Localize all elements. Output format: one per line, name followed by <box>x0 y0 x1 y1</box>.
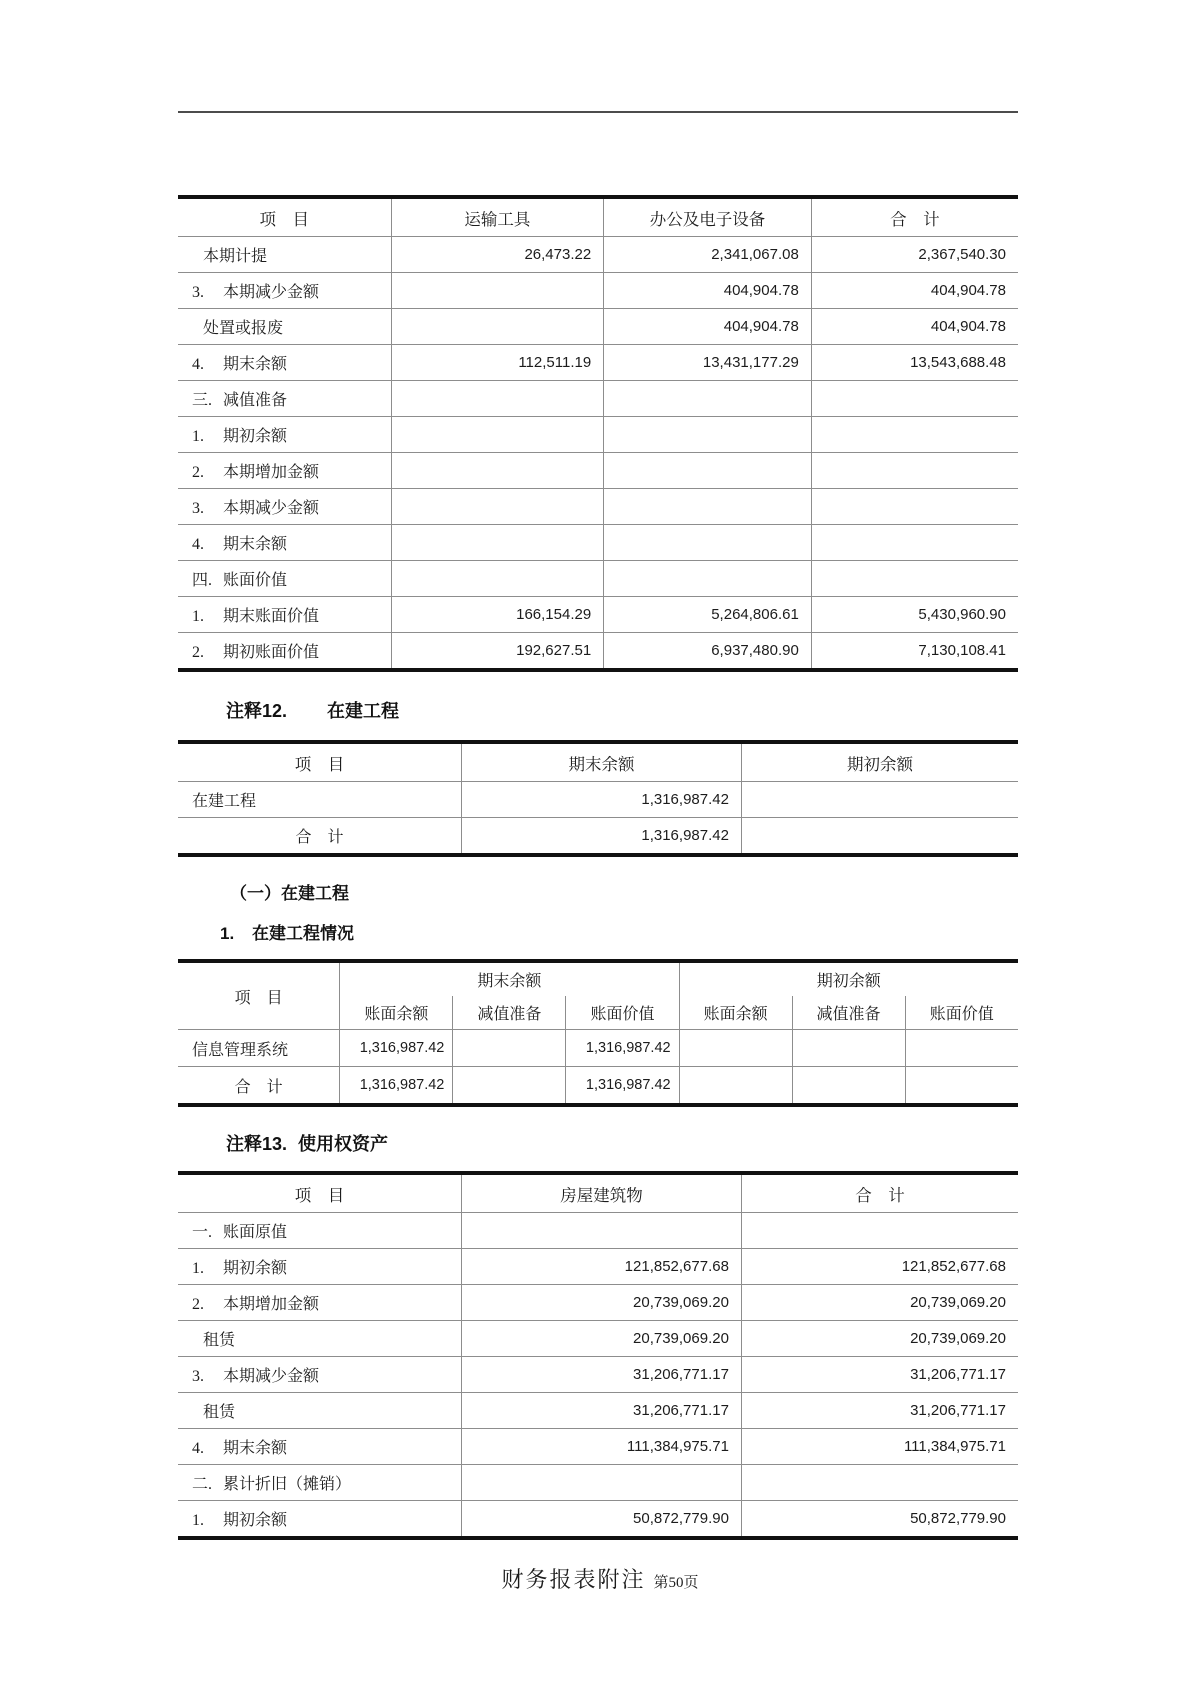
table-row <box>178 237 1018 273</box>
table-row <box>178 1321 1018 1357</box>
row-label <box>178 453 391 489</box>
note13-title: 使用权资产 <box>298 1134 389 1154</box>
row-label-text: 本期增加金额 <box>223 464 320 481</box>
cell-value: 20,739,069.20 <box>741 1285 1018 1321</box>
row-label-text: 本期减少金额 <box>223 500 320 517</box>
table-row <box>178 417 1018 453</box>
column-header: 期初余额 <box>679 961 1018 996</box>
table-row <box>178 1357 1018 1393</box>
row-number: 四. <box>192 572 213 589</box>
cell-value <box>741 1213 1018 1249</box>
rou-assets-table <box>178 1171 1018 1540</box>
page-footer <box>0 1563 1200 1594</box>
row-label <box>178 1249 462 1285</box>
row-number: 二. <box>192 1476 213 1493</box>
note12-heading <box>178 698 1018 724</box>
cell-value <box>811 381 1018 417</box>
row-number: 一. <box>192 1224 213 1241</box>
row-label-text: 合 计 <box>295 829 344 846</box>
column-subheader: 账面余额 <box>679 996 792 1030</box>
row-label-text: 合 计 <box>234 1078 283 1096</box>
cell-value <box>391 561 604 597</box>
row-label <box>178 489 391 525</box>
cell-value: 1,316,987.42 <box>340 1030 453 1067</box>
row-label-text: 期初账面价值 <box>223 644 320 661</box>
cell-value <box>391 417 604 453</box>
column-header: 合 计 <box>741 1173 1018 1213</box>
cell-value <box>604 417 812 453</box>
row-label <box>178 1465 462 1501</box>
row-label-text: 期末余额 <box>223 1440 288 1457</box>
cell-value: 404,904.78 <box>811 273 1018 309</box>
footer-page-number: 第50页 <box>653 1575 699 1591</box>
cell-value: 20,739,069.20 <box>462 1285 742 1321</box>
column-subheader: 账面余额 <box>340 996 453 1030</box>
cell-value <box>604 525 812 561</box>
column-header: 运输工具 <box>391 197 604 237</box>
cell-value: 166,154.29 <box>391 597 604 633</box>
page-header-rule <box>178 111 1018 113</box>
table-row <box>178 633 1018 671</box>
note12-number: 注释12. <box>226 701 288 721</box>
row-number: 3. <box>192 284 204 301</box>
row-label <box>178 417 391 453</box>
note13-heading <box>178 1131 1018 1157</box>
cell-value <box>679 1067 792 1106</box>
cell-value: 404,904.78 <box>604 309 812 345</box>
table-row <box>178 273 1018 309</box>
cell-value: 13,431,177.29 <box>604 345 812 381</box>
column-subheader: 减值准备 <box>453 996 566 1030</box>
row-label-text: 在建工程 <box>192 793 257 810</box>
cell-value <box>391 489 604 525</box>
column-header: 期末余额 <box>340 961 679 996</box>
row-label-text: 租赁 <box>203 1404 236 1421</box>
cip-section-title: （一）在建工程 <box>230 884 349 903</box>
row-label-text: 处置或报废 <box>203 320 284 337</box>
row-number: 1. <box>192 1512 204 1529</box>
cell-value: 111,384,975.71 <box>741 1429 1018 1465</box>
table-row <box>178 1030 1018 1067</box>
row-label-text: 本期计提 <box>203 248 268 265</box>
cell-value <box>604 453 812 489</box>
cell-value: 7,130,108.41 <box>811 633 1018 671</box>
table-row <box>178 597 1018 633</box>
cell-value: 111,384,975.71 <box>462 1429 742 1465</box>
row-label-text: 期初余额 <box>223 1512 288 1529</box>
column-header: 期末余额 <box>462 742 742 782</box>
cell-value: 31,206,771.17 <box>741 1357 1018 1393</box>
cell-value: 20,739,069.20 <box>462 1321 742 1357</box>
cip-detail-table <box>178 959 1018 1107</box>
cell-value: 121,852,677.68 <box>741 1249 1018 1285</box>
table-row <box>178 1429 1018 1465</box>
cell-value: 31,206,771.17 <box>462 1357 742 1393</box>
cell-value <box>741 1465 1018 1501</box>
row-number: 4. <box>192 1440 204 1457</box>
cell-value: 1,316,987.42 <box>340 1067 453 1106</box>
table-row <box>178 345 1018 381</box>
row-number: 3. <box>192 1368 204 1385</box>
cell-value <box>905 1067 1018 1106</box>
column-header: 合 计 <box>811 197 1018 237</box>
row-number: 1. <box>192 608 204 625</box>
column-header: 项 目 <box>178 1173 462 1213</box>
row-label-text: 账面价值 <box>223 572 288 589</box>
row-label <box>178 237 391 273</box>
cell-value: 404,904.78 <box>604 273 812 309</box>
cell-value <box>391 381 604 417</box>
row-label <box>178 345 391 381</box>
cell-value <box>391 453 604 489</box>
cell-value <box>391 309 604 345</box>
row-label <box>178 1321 462 1357</box>
row-label-text: 账面原值 <box>223 1224 288 1241</box>
row-label <box>178 1393 462 1429</box>
cell-value <box>811 453 1018 489</box>
row-label <box>178 818 462 856</box>
row-label-text: 期末余额 <box>223 536 288 553</box>
page-content <box>178 0 1018 1540</box>
row-number: 2. <box>192 644 204 661</box>
column-header: 项 目 <box>178 197 391 237</box>
table-row <box>178 782 1018 818</box>
cell-value <box>741 782 1018 818</box>
cip-section-heading <box>178 881 1018 907</box>
column-subheader: 账面价值 <box>905 996 1018 1030</box>
cell-value <box>604 489 812 525</box>
cell-value <box>453 1067 566 1106</box>
column-subheader: 账面价值 <box>566 996 679 1030</box>
table-row <box>178 381 1018 417</box>
cell-value: 121,852,677.68 <box>462 1249 742 1285</box>
cip-detail-title: 在建工程情况 <box>252 924 354 943</box>
row-label <box>178 597 391 633</box>
row-label-text: 本期减少金额 <box>223 1368 320 1385</box>
row-label <box>178 273 391 309</box>
table-row <box>178 1501 1018 1539</box>
row-number: 1. <box>192 1260 204 1277</box>
table-row <box>178 1393 1018 1429</box>
cell-value <box>741 818 1018 856</box>
row-label <box>178 561 391 597</box>
fixed-assets-table <box>178 195 1018 672</box>
cell-value <box>391 525 604 561</box>
row-label <box>178 309 391 345</box>
row-label-text: 期初余额 <box>223 428 288 445</box>
cell-value: 2,367,540.30 <box>811 237 1018 273</box>
cell-value <box>391 273 604 309</box>
row-label-text: 本期增加金额 <box>223 1296 320 1313</box>
cell-value: 50,872,779.90 <box>462 1501 742 1539</box>
cell-value: 31,206,771.17 <box>741 1393 1018 1429</box>
cell-value <box>811 489 1018 525</box>
cell-value <box>811 561 1018 597</box>
table-row <box>178 525 1018 561</box>
row-number: 三. <box>192 392 213 409</box>
table-row <box>178 561 1018 597</box>
cell-value: 26,473.22 <box>391 237 604 273</box>
table-row <box>178 309 1018 345</box>
cell-value <box>453 1030 566 1067</box>
row-label <box>178 1213 462 1249</box>
header-row <box>178 1173 1018 1213</box>
row-number: 1. <box>192 428 204 445</box>
note12-title: 在建工程 <box>327 701 400 721</box>
column-subheader: 减值准备 <box>792 996 905 1030</box>
table-row <box>178 1249 1018 1285</box>
row-label <box>178 633 391 671</box>
cell-value: 5,430,960.90 <box>811 597 1018 633</box>
column-header: 项 目 <box>178 742 462 782</box>
row-number: 4. <box>192 536 204 553</box>
cell-value <box>462 1213 742 1249</box>
row-label-text: 期末余额 <box>223 356 288 373</box>
table-row <box>178 1465 1018 1501</box>
footer-title: 财务报表附注 <box>501 1567 646 1592</box>
cell-value <box>905 1030 1018 1067</box>
row-number: 3. <box>192 500 204 517</box>
cell-value <box>679 1030 792 1067</box>
table-row <box>178 1285 1018 1321</box>
row-label-text: 累计折旧（摊销） <box>223 1476 352 1493</box>
column-header: 办公及电子设备 <box>604 197 812 237</box>
table-row <box>178 818 1018 856</box>
column-header: 期初余额 <box>741 742 1018 782</box>
row-label-text: 本期减少金额 <box>223 284 320 301</box>
row-label <box>178 381 391 417</box>
cell-value: 1,316,987.42 <box>566 1030 679 1067</box>
cell-value: 404,904.78 <box>811 309 1018 345</box>
cell-value <box>811 525 1018 561</box>
table-row <box>178 1213 1018 1249</box>
cell-value <box>792 1067 905 1106</box>
row-number: 2. <box>192 464 204 481</box>
cell-value <box>604 381 812 417</box>
cell-value: 50,872,779.90 <box>741 1501 1018 1539</box>
cip-summary-table <box>178 740 1018 857</box>
cip-detail-number: 1. <box>220 924 235 943</box>
row-label-text: 期末账面价值 <box>223 608 320 625</box>
row-label-text: 期初余额 <box>223 1260 288 1277</box>
row-number: 2. <box>192 1296 204 1313</box>
cell-value <box>811 417 1018 453</box>
cell-value: 1,316,987.42 <box>566 1067 679 1106</box>
row-label <box>178 782 462 818</box>
note13-number: 注释13. <box>226 1134 288 1154</box>
cell-value <box>604 561 812 597</box>
row-label <box>178 1030 340 1067</box>
row-label <box>178 1357 462 1393</box>
row-number: 4. <box>192 356 204 373</box>
cell-value: 20,739,069.20 <box>741 1321 1018 1357</box>
row-label <box>178 1067 340 1106</box>
table-row <box>178 1067 1018 1106</box>
cell-value: 192,627.51 <box>391 633 604 671</box>
table-row <box>178 453 1018 489</box>
cell-value: 13,543,688.48 <box>811 345 1018 381</box>
cell-value: 1,316,987.42 <box>462 818 742 856</box>
cell-value: 5,264,806.61 <box>604 597 812 633</box>
row-label <box>178 1285 462 1321</box>
row-label-text: 减值准备 <box>223 392 288 409</box>
cell-value: 2,341,067.08 <box>604 237 812 273</box>
header-row <box>178 742 1018 782</box>
cell-value: 6,937,480.90 <box>604 633 812 671</box>
row-label <box>178 1501 462 1539</box>
cip-detail-heading <box>178 921 1018 947</box>
row-label-text: 信息管理系统 <box>192 1041 289 1059</box>
table-row <box>178 489 1018 525</box>
cell-value: 112,511.19 <box>391 345 604 381</box>
cell-value: 1,316,987.42 <box>462 782 742 818</box>
header-row <box>178 197 1018 237</box>
row-label-text: 租赁 <box>203 1332 236 1349</box>
header-row <box>178 961 1018 996</box>
column-header: 项 目 <box>178 961 340 1030</box>
cell-value <box>792 1030 905 1067</box>
column-header: 房屋建筑物 <box>462 1173 742 1213</box>
row-label <box>178 1429 462 1465</box>
cell-value <box>462 1465 742 1501</box>
row-label <box>178 525 391 561</box>
cell-value: 31,206,771.17 <box>462 1393 742 1429</box>
